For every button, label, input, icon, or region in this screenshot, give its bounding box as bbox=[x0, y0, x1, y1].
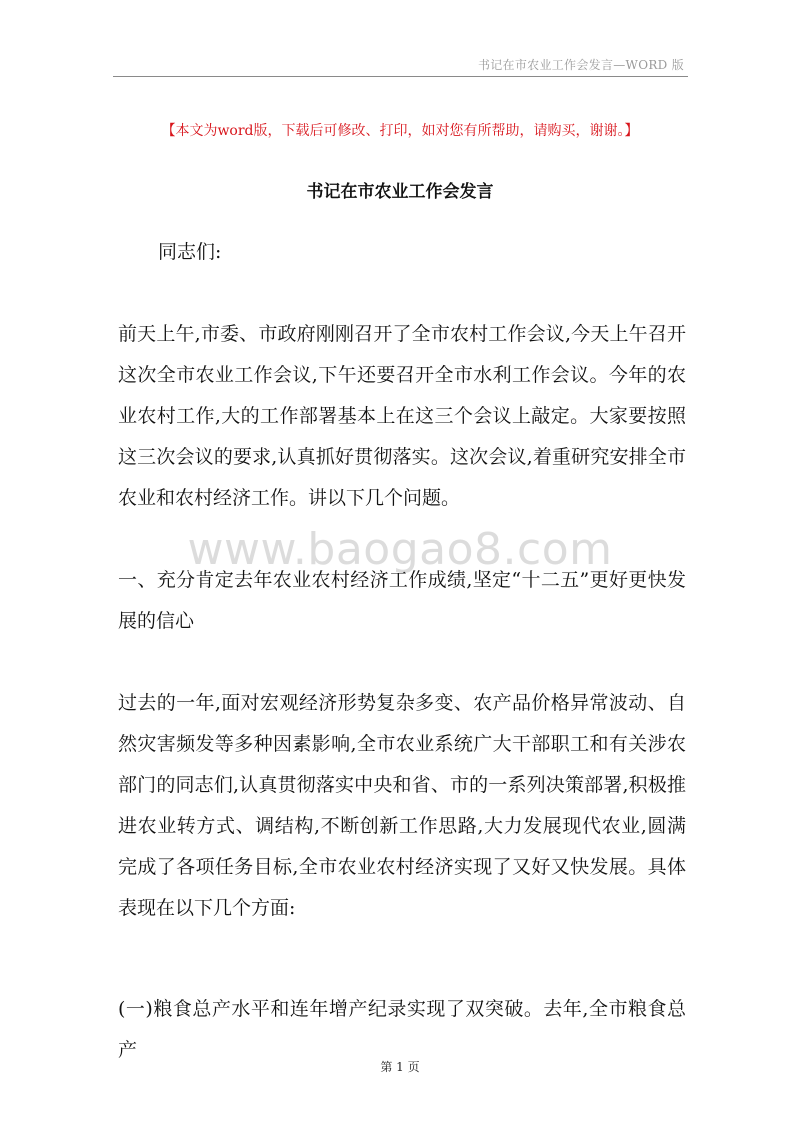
paragraph-grain: (一)粮食总产水平和连年增产纪录实现了双突破。去年,全市粮食总产 bbox=[118, 998, 686, 1061]
paragraph-review: 过去的一年,面对宏观经济形势复杂多变、农产品价格异常波动、自然灾害频发等多种因素影响,全市农业系统广大干部职工和有关涉农部门的同志们,认真贯彻落实中央和省、市的一系列决策部署,积极推进农业转方式、调结构,不断创新工作思路,大力发展现代农业,圆满完成了各项任务目标,全市农业农村经济实现了又好又快发展。具体表现在以下几个方面: bbox=[118, 692, 686, 919]
header-divider bbox=[113, 76, 688, 77]
purchase-notice: 【本文为word版，下载后可修改、打印，如对您有所帮助，请购买，谢谢。】 bbox=[161, 123, 639, 139]
running-header: 书记在市农业工作会发言—WORD 版 bbox=[477, 58, 684, 72]
section-heading-1: 一、充分肯定去年农业农村经济工作成绩,坚定“十二五”更好更快发展的信心 bbox=[118, 569, 686, 632]
watermark: www.baogao8.com bbox=[187, 524, 613, 575]
document-title: 书记在市农业工作会发言 bbox=[306, 182, 494, 202]
salutation: 同志们: bbox=[158, 241, 222, 263]
paragraph-intro: 前天上午,市委、市政府刚刚召开了全市农村工作会议,今天上午召开这次全市农业工作会议,下午还要召开全市水利工作会议。今年的农业农村工作,大的工作部署基本上在这三个会议上敲定。大家要按照这三次会议的要求,认真抓好贯彻落实。这次会议,着重研究安排全市农业和农村经济工作。讲以下几个问题。 bbox=[118, 323, 686, 509]
page-number: 第 1 页 bbox=[380, 1060, 420, 1074]
